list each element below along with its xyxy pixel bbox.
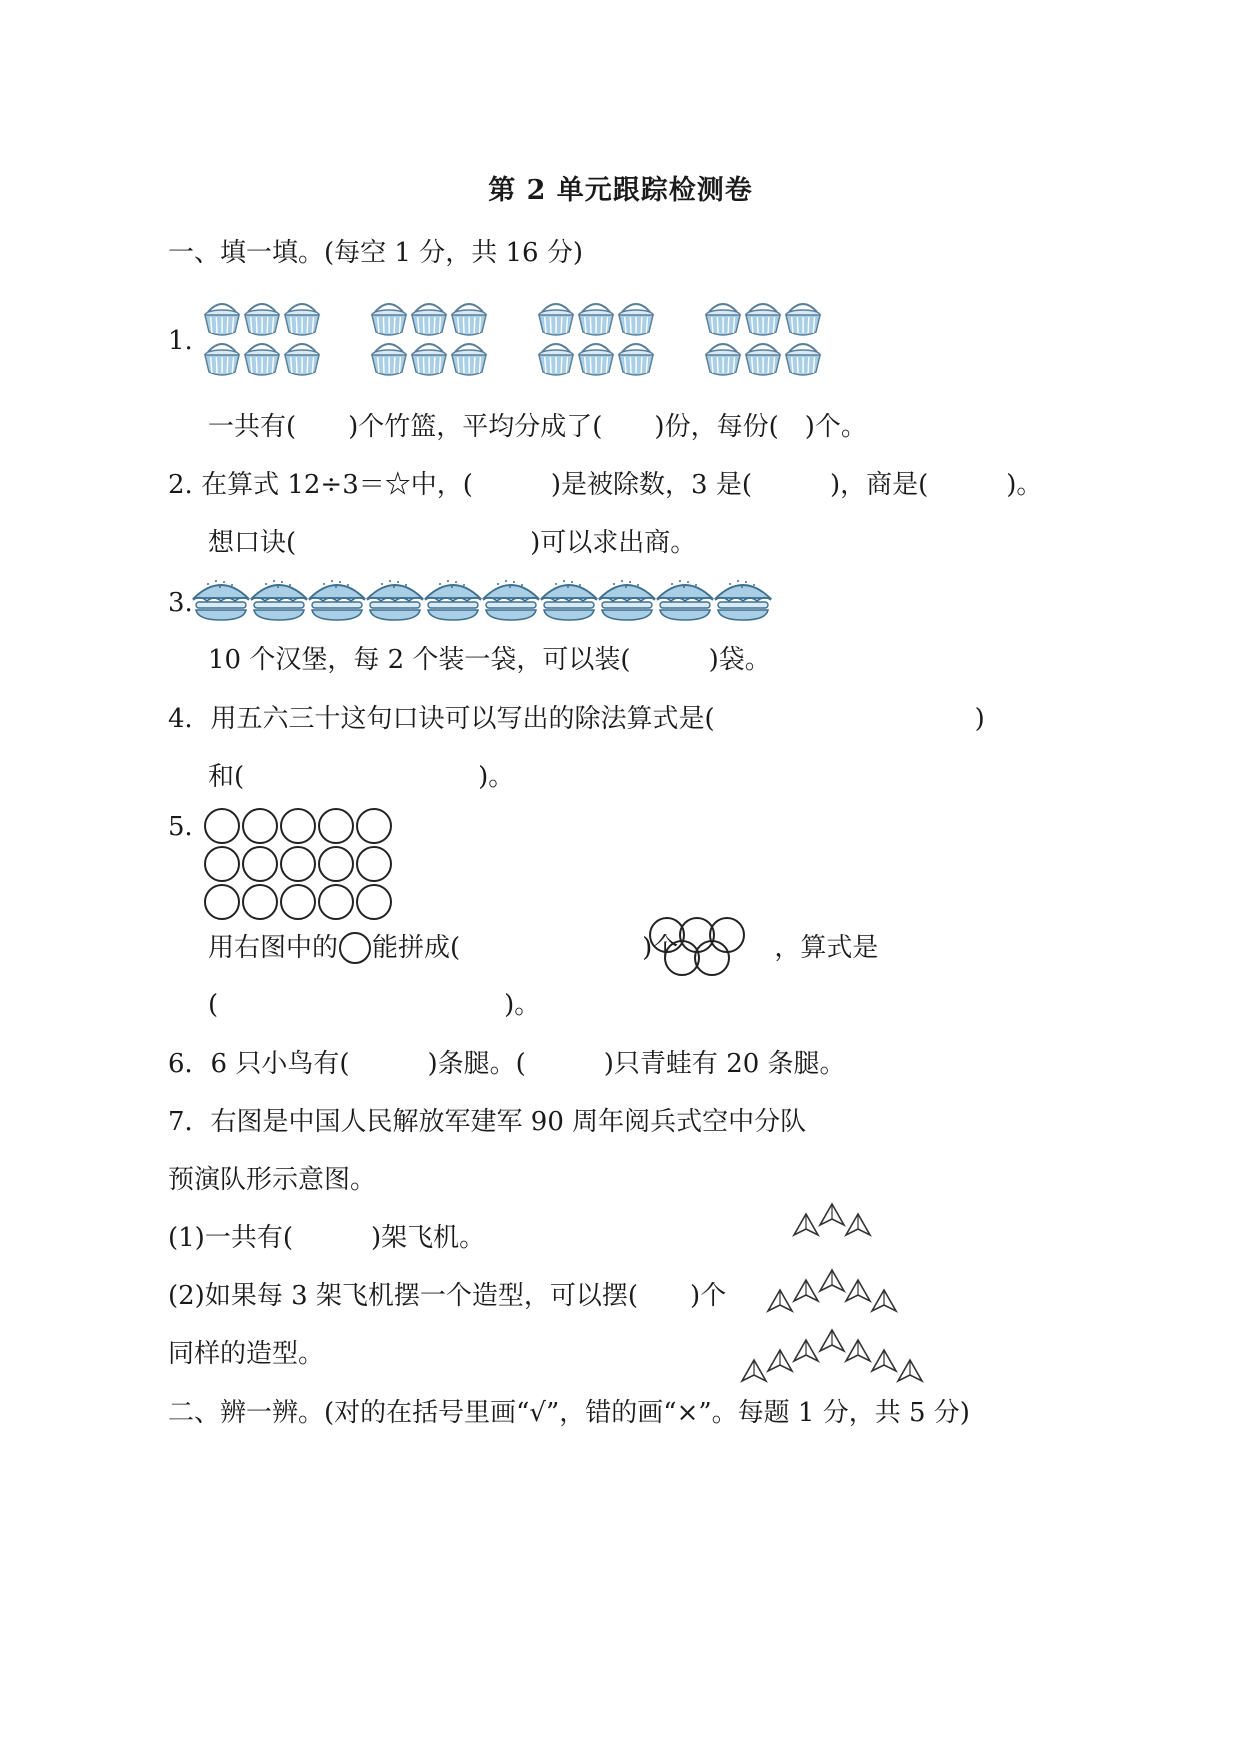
basket-icon xyxy=(619,344,653,375)
basket-icon xyxy=(746,344,780,375)
basket-icon xyxy=(285,304,319,335)
circle-icon xyxy=(339,932,371,964)
q2-line1: 2. 在算式 12÷3＝☆中，( )是被除数，3 是( )，商是( )。 xyxy=(168,470,1043,500)
airplane-icon xyxy=(742,1360,766,1381)
hamburger-icon xyxy=(541,580,597,620)
basket-icon xyxy=(706,344,740,375)
q2-line2: 想口诀( )可以求出商。 xyxy=(208,528,697,558)
basket-icon xyxy=(372,344,406,375)
airplane-icon xyxy=(872,1350,896,1371)
basket-icon xyxy=(539,344,573,375)
airplane-icon xyxy=(846,1340,870,1361)
airplane-icon xyxy=(820,1204,844,1225)
hamburger-icon xyxy=(425,580,481,620)
circle-shape xyxy=(281,847,315,881)
q7-line2: 预演队形示意图。 xyxy=(168,1165,377,1195)
q5-number: 5． xyxy=(168,812,211,842)
basket-icon xyxy=(452,304,486,335)
hamburger-icon xyxy=(193,580,249,620)
q5-line1 xyxy=(208,932,878,964)
circle-shape xyxy=(243,809,277,843)
basket-icon xyxy=(245,344,279,375)
basket-icon xyxy=(372,304,406,335)
basket-icon xyxy=(205,304,239,335)
hamburger-icon xyxy=(657,580,713,620)
q5-line1-c: ，算式是 xyxy=(774,933,879,963)
circle-shape xyxy=(205,809,239,843)
q6-text: 6．6 只小鸟有( )条腿。( )只青蛙有 20 条腿。 xyxy=(168,1049,846,1079)
hamburger-icon xyxy=(715,580,771,620)
q1-text: 一共有( )个竹篮，平均分成了( )份，每份( )个。 xyxy=(208,412,867,442)
q7-sub2: (2)如果每 3 架飞机摆一个造型，可以摆( )个 xyxy=(168,1281,727,1311)
basket-icon xyxy=(205,344,239,375)
basket-icon xyxy=(539,304,573,335)
airplane-icon xyxy=(794,1280,818,1301)
circle-shape xyxy=(357,847,391,881)
q4-line2: 和( )。 xyxy=(208,762,515,792)
basket-icon xyxy=(706,304,740,335)
hamburger-figure xyxy=(190,574,790,624)
hamburger-icon xyxy=(251,580,307,620)
q1-number: 1. xyxy=(168,326,193,356)
circle-shape xyxy=(281,885,315,919)
airplane-icon xyxy=(820,1270,844,1291)
q4-line1: 4．用五六三十这句口诀可以写出的除法算式是( ) xyxy=(168,704,985,734)
q5-line1-b: 能拼成( )个 xyxy=(372,933,679,963)
circle-shape xyxy=(319,847,353,881)
circle-grid-figure xyxy=(200,806,400,920)
hamburger-icon xyxy=(483,580,539,620)
q7-sub1: (1)一共有( )架飞机。 xyxy=(168,1223,486,1253)
basket-icon xyxy=(412,304,446,335)
q5-line2: ( )。 xyxy=(208,990,541,1020)
airplane-icon xyxy=(794,1340,818,1361)
q3-number: 3. xyxy=(168,588,193,618)
circle-shape xyxy=(243,885,277,919)
circle-shape xyxy=(319,885,353,919)
circle-shape xyxy=(243,847,277,881)
section2-heading: 二、辨一辨。(对的在括号里画“√”，错的画“×”。每题 1 分，共 5 分) xyxy=(168,1398,970,1428)
hamburger-icon xyxy=(367,580,423,620)
basket-icon xyxy=(619,304,653,335)
section1-heading: 一、填一填。(每空 1 分，共 16 分) xyxy=(168,238,583,268)
hamburger-icon xyxy=(599,580,655,620)
basket-icon xyxy=(412,344,446,375)
circle-shape xyxy=(319,809,353,843)
airplane-icon xyxy=(872,1290,896,1311)
airplane-icon xyxy=(768,1350,792,1371)
airplane-icon xyxy=(898,1360,922,1381)
basket-icon xyxy=(579,344,613,375)
page-title: 第 2 单元跟踪检测卷 xyxy=(488,175,753,206)
circle-shape xyxy=(205,885,239,919)
airplane-icon xyxy=(768,1290,792,1311)
q3-text: 10 个汉堡，每 2 个装一袋，可以装( )袋。 xyxy=(208,645,771,675)
airplane-icon xyxy=(846,1280,870,1301)
circle-shape xyxy=(357,809,391,843)
circle-shape xyxy=(281,809,315,843)
q5-line1-a: 用右图中的 xyxy=(208,933,339,963)
airplane-formation-figure xyxy=(740,1190,940,1390)
basket-icon xyxy=(245,304,279,335)
basket-icon xyxy=(452,344,486,375)
hamburger-icon xyxy=(309,580,365,620)
basket-icon xyxy=(746,304,780,335)
circle-shape xyxy=(205,847,239,881)
basket-icon xyxy=(786,344,820,375)
q7-line1: 7．右图是中国人民解放军建军 90 周年阅兵式空中分队 xyxy=(168,1107,807,1137)
circle-shape xyxy=(357,885,391,919)
basket-icon xyxy=(285,344,319,375)
airplane-icon xyxy=(820,1330,844,1351)
airplane-icon xyxy=(846,1214,870,1235)
rings-icon xyxy=(647,915,747,979)
airplane-icon xyxy=(794,1214,818,1235)
basket-icon xyxy=(786,304,820,335)
basket-icon xyxy=(579,304,613,335)
basket-figure xyxy=(200,300,840,380)
q7-sub2-cont: 同样的造型。 xyxy=(168,1339,325,1369)
